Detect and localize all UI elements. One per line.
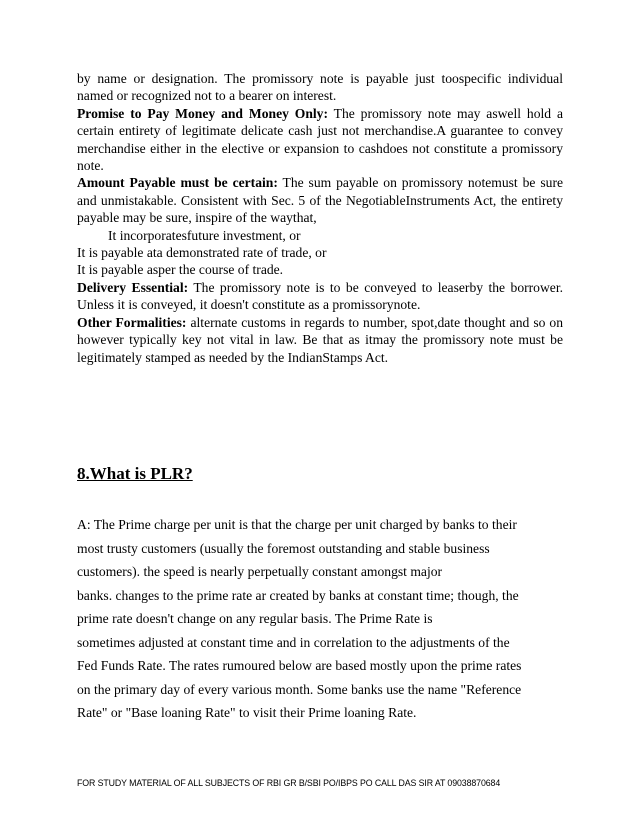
paragraph-text: alternate customs in regards to number, spot,date thought and so on however typically key not vital in law. Be that as itmay the promissory note must be legitimately stamped as needed by the IndianStamps Act.: [77, 314, 564, 365]
paragraph-text: by name or designation. The promissory note is payable just toospecific individual named or recognized not to a bearer on interest.: [77, 71, 563, 104]
list-item: [77, 227, 563, 244]
promissory-note-section: [77, 70, 563, 366]
answer-line: banks. changes to the prime rate ar created by banks at constant time; though, the: [77, 587, 519, 603]
answer-line: prime rate doesn't change on any regular basis. The Prime Rate is: [77, 611, 433, 626]
paragraph-lead: Promise to Pay Money and Money Only:: [77, 105, 329, 121]
plr-answer: [77, 513, 567, 725]
paragraph-lead: Other Formalities:: [77, 314, 187, 330]
answer-line: A: The Prime charge per unit is that the charge per unit charged by banks to their: [77, 517, 517, 532]
paragraph-text: The promissory note is to be conveyed to leaserby the borrower. Unless it is conveyed, it doesn't constitute as a promissorynote.: [77, 279, 563, 313]
paragraph-text: The sum payable on promissory notemust be sure and unmistakable. Consistent with Sec. 5 of the NegotiableInstruments Act, the entirety payable may be sure, inspire of the waythat,: [77, 175, 564, 226]
answer-line: Fed Funds Rate. The rates rumoured below are based mostly upon the prime rates: [77, 658, 522, 673]
paragraph-continuation: [77, 70, 563, 105]
list-item-text: It incorporatesfuture investment, or: [108, 227, 301, 243]
list-item-text: It is payable ata demonstrated rate of trade, or: [77, 245, 327, 261]
list-item: [77, 244, 563, 261]
answer-line: Rate" or "Base loaning Rate" to visit their Prime loaning Rate.: [77, 705, 417, 720]
paragraph-lead: Delivery Essential:: [77, 279, 189, 295]
paragraph-promise-to-pay: [77, 105, 563, 175]
section-heading: 8.What is PLR?: [77, 464, 193, 483]
answer-line: sometimes adjusted at constant time and in correlation to the adjustments of the: [77, 634, 510, 650]
answer-line: on the primary day of every various month. Some banks use the name "Reference: [77, 681, 522, 697]
list-item: [77, 261, 563, 278]
paragraph-other-formalities: [77, 314, 563, 366]
list-item-text: It is payable asper the course of trade.: [77, 262, 284, 278]
paragraph-delivery-essential: [77, 279, 563, 314]
answer-line: customers). the speed is nearly perpetually constant amongst major: [77, 564, 443, 579]
answer-line: most trusty customers (usually the foremost outstanding and stable business: [77, 540, 490, 556]
paragraph-text: The promissory note may aswell hold a certain entirety of legitimate delicate cash just not merchandise.A guarantee to convey merchandise either in the elective or expansion to cashdoes not constitute a promissory note.: [77, 105, 563, 174]
paragraph-lead: Amount Payable must be certain:: [77, 175, 278, 191]
paragraph-amount-payable: [77, 174, 563, 226]
page-footer: FOR STUDY MATERIAL OF ALL SUBJECTS OF RBI GR B/SBI PO/IBPS PO CALL DAS SIR AT 09038870684: [77, 778, 501, 788]
